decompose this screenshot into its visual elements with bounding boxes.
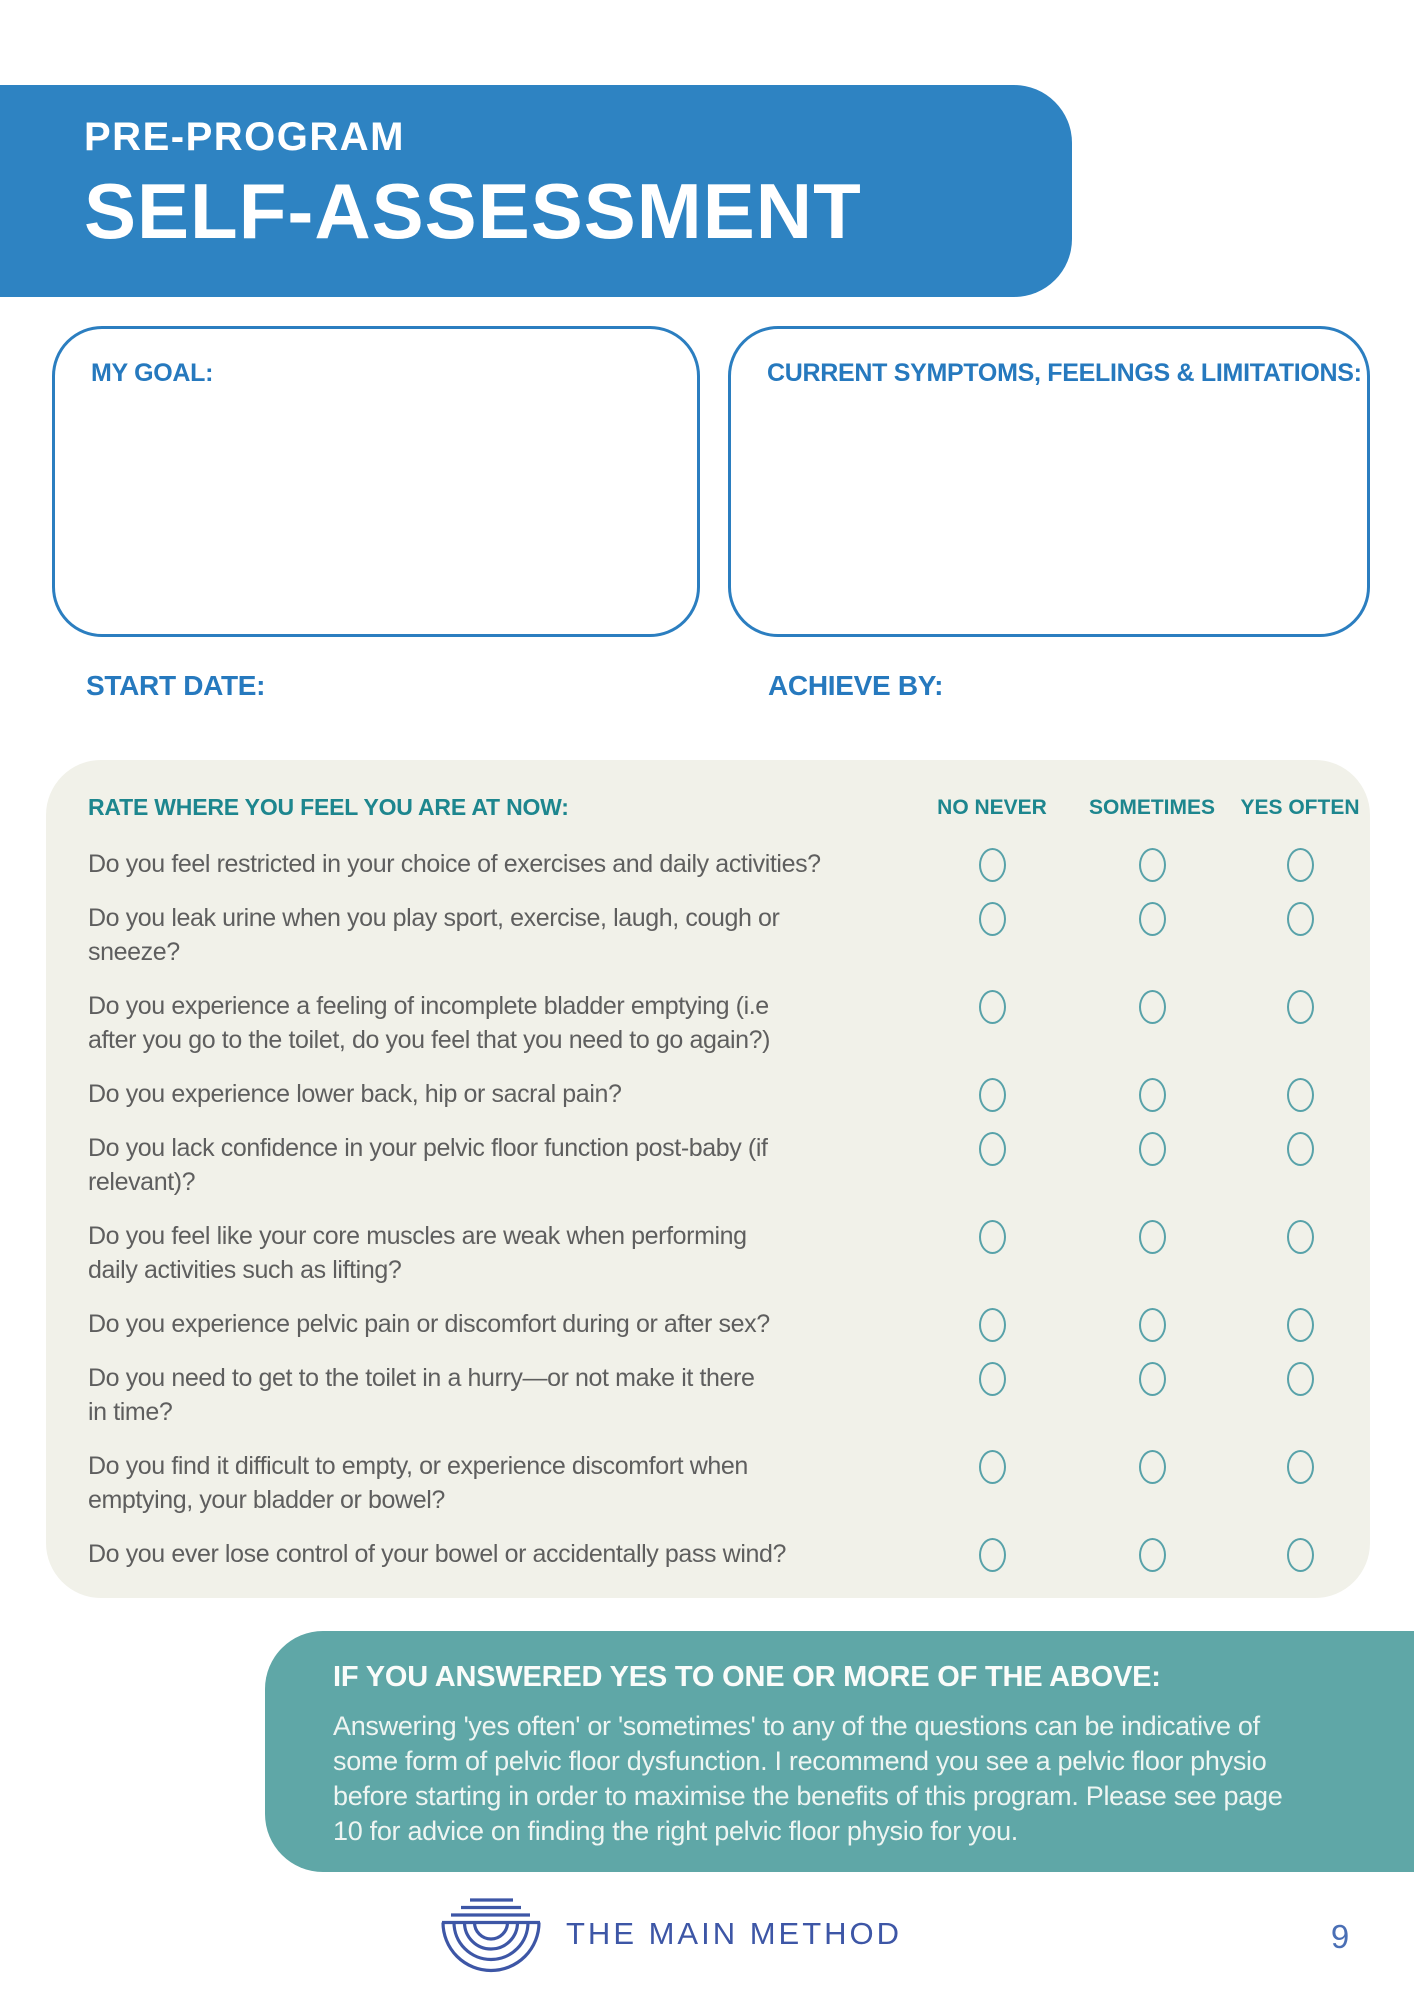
advice-callout-line: some form of pelvic floor dysfunction. I recommend you see a pelvic floor physio [333,1746,1267,1776]
questionnaire-heading: RATE WHERE YOU FEEL YOU ARE AT NOW: [88,794,569,820]
radio-q2-sometimes[interactable] [1139,902,1166,936]
radio-q9-sometimes[interactable] [1139,1450,1166,1484]
advice-callout-line: Answering 'yes often' or 'sometimes' to any of the questions can be indicative of [333,1711,1260,1741]
question-line: Do you feel restricted in your choice of exercises and daily activities? [88,850,821,878]
radio-q4-sometimes[interactable] [1139,1078,1166,1112]
page-title: SELF-ASSESSMENT [84,167,862,255]
question-line: sneeze? [88,938,180,966]
question-line: emptying, your bladder or bowel? [88,1486,445,1514]
radio-q1-yes-often[interactable] [1287,848,1314,882]
advice-callout-line: 10 for advice on finding the right pelvic floor physio for you. [333,1816,1018,1846]
question-row [88,1131,1370,1199]
question-line: Do you experience a feeling of incomplete bladder emptying (i.e [88,992,769,1020]
question-line: Do you find it difficult to empty, or experience discomfort when [88,1452,748,1480]
radio-q6-no-never[interactable] [979,1220,1006,1254]
achieve-by-label: ACHIEVE BY: [768,670,944,701]
radio-q4-no-never[interactable] [979,1078,1006,1112]
radio-q3-sometimes[interactable] [1139,990,1166,1024]
radio-q3-no-never[interactable] [979,990,1006,1024]
radio-q6-yes-often[interactable] [1287,1220,1314,1254]
radio-q1-no-never[interactable] [979,848,1006,882]
radio-q8-yes-often[interactable] [1287,1362,1314,1396]
radio-q4-yes-often[interactable] [1287,1078,1314,1112]
column-header-no-never: NO NEVER [937,796,1047,819]
question-row [88,1449,1370,1517]
question-line: Do you ever lose control of your bowel or accidentally pass wind? [88,1540,786,1568]
advice-callout-line: before starting in order to maximise the benefits of this program. Please see page [333,1781,1283,1811]
radio-q9-yes-often[interactable] [1287,1450,1314,1484]
radio-q7-yes-often[interactable] [1287,1308,1314,1342]
radio-q10-no-never[interactable] [979,1538,1006,1572]
questionnaire-panel [46,760,1370,1598]
question-text [88,1307,1370,1341]
start-date-label: START DATE: [86,670,266,701]
advice-callout-title: IF YOU ANSWERED YES TO ONE OR MORE OF THE ABOVE: [333,1661,1161,1693]
question-row [88,1219,1370,1287]
page-number: 9 [1330,1918,1350,1955]
question-text [88,1361,1370,1429]
radio-q3-yes-often[interactable] [1287,990,1314,1024]
question-text [88,1219,1370,1287]
radio-q9-no-never[interactable] [979,1450,1006,1484]
question-line: relevant)? [88,1168,196,1196]
question-row [88,989,1370,1057]
my-goal-label: MY GOAL: [91,359,214,387]
radio-q2-yes-often[interactable] [1287,902,1314,936]
radio-q7-no-never[interactable] [979,1308,1006,1342]
my-goal-box[interactable] [52,326,700,637]
question-text [88,847,1370,881]
question-row [88,847,1370,881]
column-header-sometimes: SOMETIMES [1088,796,1216,819]
current-symptoms-box[interactable] [728,326,1370,637]
question-text [88,1449,1370,1517]
question-row [88,1537,1370,1571]
question-rows [88,847,1370,1571]
brand-wordmark: THE MAIN METHOD [566,1916,903,1951]
radio-q10-sometimes[interactable] [1139,1538,1166,1572]
radio-q6-sometimes[interactable] [1139,1220,1166,1254]
radio-q8-sometimes[interactable] [1139,1362,1166,1396]
question-line: Do you leak urine when you play sport, exercise, laugh, cough or [88,904,780,932]
radio-q10-yes-often[interactable] [1287,1538,1314,1572]
header-eyebrow: PRE-PROGRAM [84,115,405,159]
question-row [88,1361,1370,1429]
question-line: Do you experience pelvic pain or discomfort during or after sex? [88,1310,770,1338]
question-text [88,989,1370,1057]
question-text [88,901,1370,969]
radio-q8-no-never[interactable] [979,1362,1006,1396]
question-line: Do you feel like your core muscles are weak when performing [88,1222,747,1250]
question-text [88,1537,1370,1571]
column-header-yes-often: YES OFTEN [1240,796,1360,819]
question-line: Do you need to get to the toilet in a hurry—or not make it there [88,1364,755,1392]
question-line: Do you experience lower back, hip or sacral pain? [88,1080,622,1108]
advice-callout [265,1631,1414,1872]
question-row [88,1077,1370,1111]
question-text [88,1077,1370,1111]
question-line: Do you lack confidence in your pelvic floor function post-baby (if [88,1134,768,1162]
advice-callout-body [333,1709,1390,1849]
radio-q7-sometimes[interactable] [1139,1308,1166,1342]
radio-q1-sometimes[interactable] [1139,848,1166,882]
question-row [88,1307,1370,1341]
question-row [88,901,1370,969]
radio-q5-sometimes[interactable] [1139,1132,1166,1166]
question-line: in time? [88,1398,173,1426]
radio-q5-no-never[interactable] [979,1132,1006,1166]
main-method-logo-icon [441,1895,541,1973]
current-symptoms-label: CURRENT SYMPTOMS, FEELINGS & LIMITATIONS: [767,359,1362,387]
radio-q2-no-never[interactable] [979,902,1006,936]
radio-q5-yes-often[interactable] [1287,1132,1314,1166]
question-line: daily activities such as lifting? [88,1256,402,1284]
question-text [88,1131,1370,1199]
header-banner [0,85,1072,297]
question-line: after you go to the toilet, do you feel that you need to go again?) [88,1026,771,1054]
